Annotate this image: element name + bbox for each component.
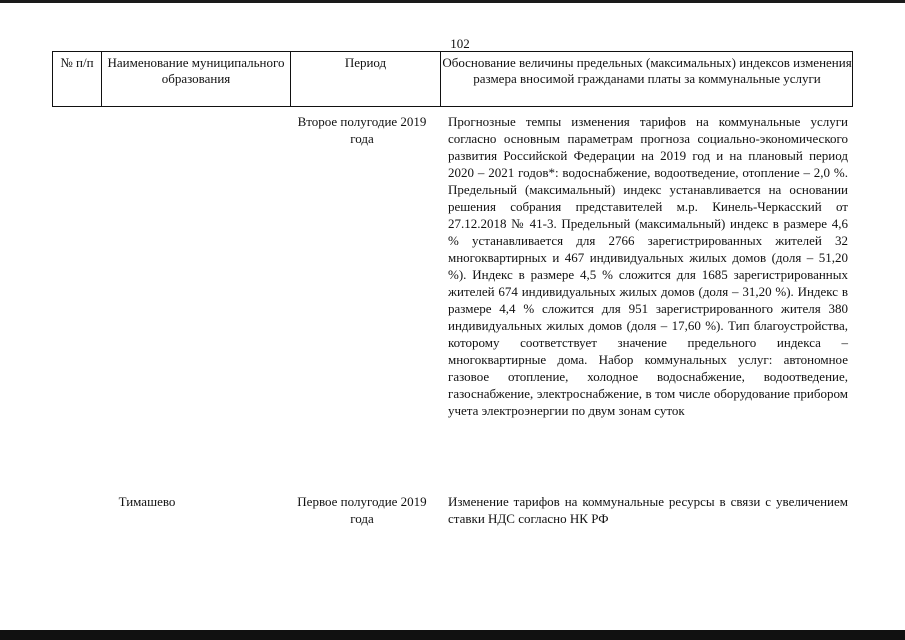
table-header — [52, 51, 853, 107]
header-period: Период — [344, 55, 387, 70]
row-basis: Прогнозные темпы изменения тарифов на коммунальные услуги согласно основным параметрам прогноза социально-экономического развития Российской Федерации на 2019 год и на плановый период 2020 – 2021 годов*: водоснабжение, водоотведение, отопление – 2,0 %. Предельный (максимальный) индекс устанавливается на основании решения собрания представителей м.р. Кинель-Черкасский от 27.12.2018 № 41-3. Предельный (максимальный) индекс в размере 4,6 % устанавливается для 2766 зарегистрированных жителей 32 многоквартирных и 467 индивидуальных жилых домов (доля – 51,20 %). Индекс в размере 4,5 % сложится для 1685 зарегистрированных жителей 674 индивидуальных жилых домов (доля – 31,20 %). Индекс в размере 4,4 % сложится для 951 зарегистрированного жителя 380 индивидуальных жилых домов (доля – 17,60 %). Тип благоустройства, которому соответствует значение предельного индекса – многоквартирные дома. Набор коммунальных услуг: автономное газовое отопление, холодное водоснабжение, водоотведение, газоснабжение, электроснабжение, в том числе оборудование прибором учета электроэнергии по двум зонам суток — [448, 114, 848, 418]
page-number: 102 — [450, 36, 470, 51]
header-number: № п/п — [60, 55, 94, 70]
top-scan-edge — [0, 0, 905, 3]
row-period: Второе полугодие 2019 года — [297, 114, 427, 146]
bottom-scan-edge — [0, 630, 905, 640]
row-period: Первое полугодие 2019 года — [297, 494, 427, 526]
header-municipality: Наименование муниципального образования — [107, 55, 285, 86]
row-municipality: Тимашево — [118, 494, 176, 509]
header-basis: Обоснование величины предельных (максимальных) индексов изменения размера вносимой гражданами платы за коммунальные услуги — [442, 55, 852, 86]
row-basis: Изменение тарифов на коммунальные ресурсы в связи с увеличением ставки НДС согласно НК РФ — [448, 494, 848, 526]
